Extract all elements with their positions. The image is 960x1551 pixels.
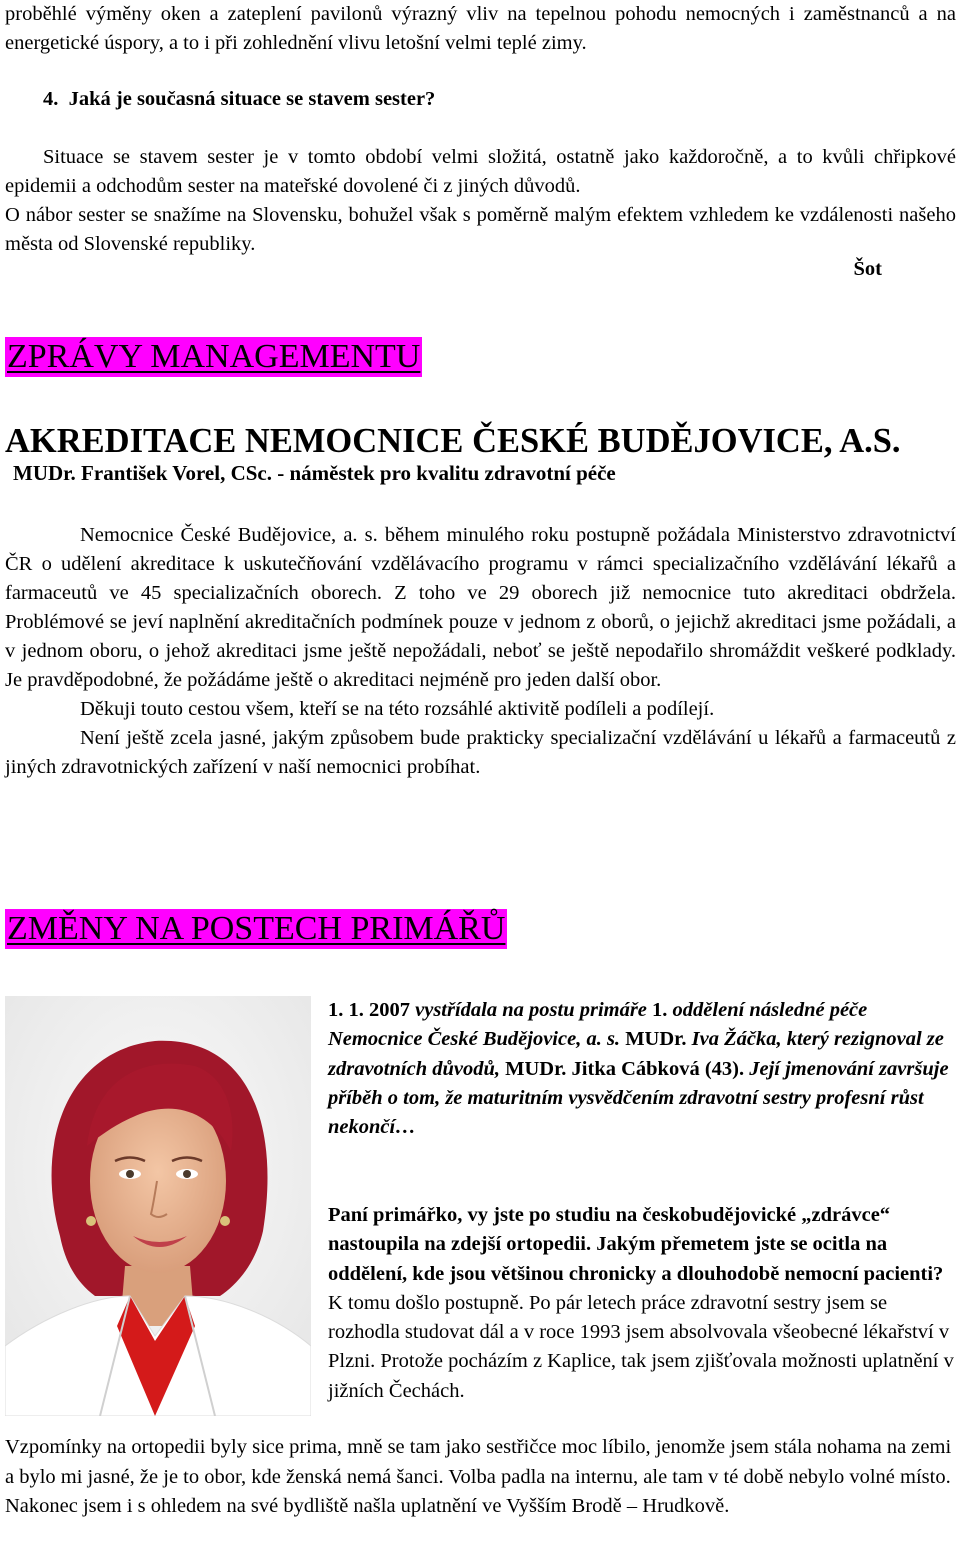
interview-answer-part-2: Vzpomínky na ortopedii byly sice prima, mně se tam jako sestřičce moc líbilo, jenomže jsem stála nohama na zemi a bylo mi jasné, že je to obor, kde ženská nemá šanci. Volba padla na internu, ale tam v té době nebylo volné místo. Nakonec jsem i s ohledem na své bydliště našla uplatnění ve Vyšším Brodě – Hrudkově. (5, 1436, 952, 1517)
question-number: 4. (43, 88, 59, 110)
portrait-photo (5, 996, 311, 1416)
section-heading-changes (5, 909, 956, 949)
lead-segment: Iva Žáčka, který rezignoval ze zdravotních důvodů, (328, 1028, 944, 1080)
author-signature: Šot (853, 258, 882, 280)
answer-paragraph-2: O nábor sester se snažíme na Slovensku, bohužel však s poměrně malým efektem vzhledem ke vzdálenosti našeho města od Slovenské republiky. (5, 204, 956, 255)
interview-question: Paní primářko, vy jste po studiu na českobudějovické „zdrávce“ nastoupila na zdejší ortopedii. Jakým přemetem jste se ocitla na oddělení, kde jsou většinou chronicky a dlouhodobě nemocní pacienti? (328, 1204, 944, 1285)
intro-text: proběhlé výměny oken a zateplení pavilonů výrazný vliv na tepelnou pohodu nemocných i zaměstnanců a na energetické úspory, a to i při zohlednění vlivu letošní velmi teplé zimy. (5, 3, 956, 54)
article-paragraph-3: Není ještě zcela jasné, jakým způsobem bude prakticky specializační vzdělávání u lékařů a farmaceutů z jiných zdravotnických zařízení v naší nemocnici probíhat. (5, 727, 956, 778)
lead-segment: oddělení následné péče Nemocnice České Budějovice, a. s. (328, 999, 868, 1051)
lead-segment: Její jmenování završuje příběh o tom, že maturitním vysvědčením zdravotní sestry profesní růst nekončí… (328, 1057, 949, 1139)
interview-answer-continued (5, 1433, 956, 1522)
lead-segment: 1. (652, 999, 673, 1021)
lead-paragraph (328, 996, 954, 1142)
article-author: MUDr. František Vorel, CSc. - náměstek pro kvalitu zdravotní péče (13, 461, 616, 485)
answer-block (5, 143, 956, 259)
highlighted-heading: ZPRÁVY MANAGEMENTU (7, 338, 421, 375)
article-title: AKREDITACE NEMOCNICE ČESKÉ BUDĚJOVICE, A.S. (5, 422, 901, 460)
lead-segment: vystřídala na postu primáře (415, 999, 653, 1021)
lead-text (328, 996, 954, 1142)
lead-segment: 1. 1. 2007 (328, 999, 416, 1021)
intro-paragraph (5, 0, 956, 58)
question-title: Jaká je současná situace se stavem sester? (68, 88, 436, 110)
lead-segment: MUDr. (625, 1028, 692, 1051)
lead-segment: MUDr. Jitka Cábková (43). (505, 1057, 750, 1080)
interview-block (328, 1201, 954, 1406)
answer-paragraph-1: Situace se stavem sester je v tomto období velmi složitá, ostatně jako každoročně, a to kvůli chřipkové epidemii a odchodům sester na mateřské dovolené či z jiných důvodů. (5, 146, 956, 197)
article-title-block (5, 422, 956, 486)
highlighted-heading: ZMĚNY NA POSTECH PRIMÁŘŮ (7, 910, 506, 947)
article-paragraph-1: Nemocnice České Budějovice, a. s. během minulého roku postupně požádala Ministerstvo zdravotnictví ČR o udělení akreditace k uskutečňování vzdělávacího programu v rámci specializačního vzdělávání lékařů a farmaceutů ve 45 specializačních oborech. Z toho ve 29 oborech již nemocnice tuto akreditaci obdržela. Problémové se jeví naplnění akreditačních podmínek pouze v jednom z oborů, o jejichž akreditaci jsme požádali, a v jednom oboru, o jehož akreditaci jsme ještě nepožádali, neboť se ještě nepodařilo shromáždit veškeré podklady. Je pravděpodobné, že požádáme ještě o akreditaci nejméně pro jeden další obor. (5, 524, 956, 691)
article-body (5, 521, 956, 782)
interview-answer-part-1: K tomu došlo postupně. Po pár letech práce zdravotní sestry jsem se rozhodla studovat dál a v roce 1993 jsem absolvovala všeobecné lékařství v Plzni. Protože pocházím z Kaplice, tak jsem zjišťovala možnosti uplatnění v jižních Čechách. (328, 1291, 954, 1402)
section-heading-management (5, 337, 956, 377)
article-paragraph-2: Děkuji touto cestou všem, kteří se na této rozsáhlé aktivitě podíleli a podílejí. (80, 698, 715, 720)
question-heading (43, 85, 956, 114)
